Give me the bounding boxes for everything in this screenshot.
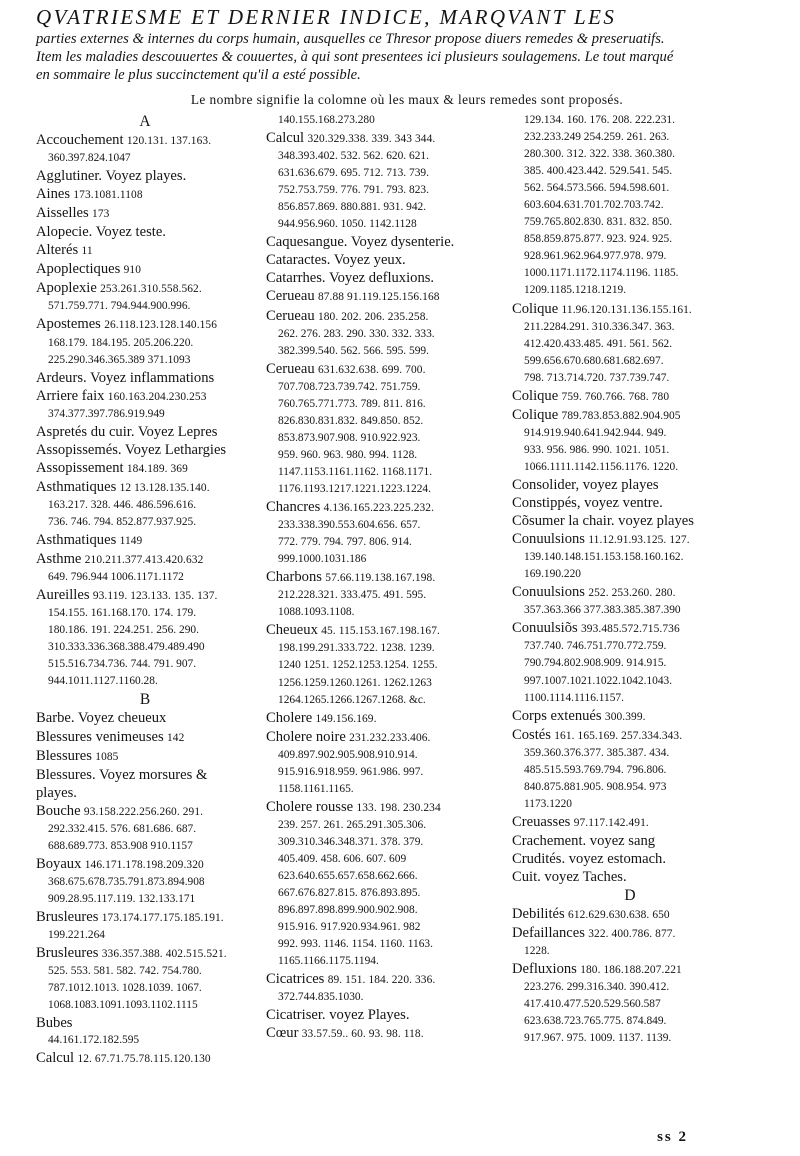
entry-numbers: 160.163.204.230.253: [107, 390, 207, 403]
index-column-1: [36, 112, 254, 1068]
entry-term: Blessures. Voyez morsures &: [36, 766, 208, 783]
index-entry: [266, 798, 500, 970]
entry-continuation: 1256.1259.1260.1261. 1262.1263: [278, 676, 432, 689]
entry-numbers: 97.117.142.491.: [573, 816, 649, 829]
entry-continuation: 374.377.397.786.919.949: [48, 407, 165, 420]
entry-continuation: 1165.1166.1175.1194.: [278, 955, 379, 968]
entry-term: Arriere faix: [36, 387, 105, 404]
index-entry: [36, 315, 254, 368]
index-entry: [512, 960, 748, 1047]
entry-continuation: 909.28.95.117.119. 132.133.171: [48, 892, 196, 905]
entry-term: Chancres: [266, 499, 321, 516]
entry-continuation: 385. 400.423.442. 529.541. 545.: [524, 165, 673, 178]
entry-term: Asthme: [36, 551, 82, 568]
entry-continuation: 232.233.249 254.259. 261. 263.: [524, 131, 670, 144]
index-entry: [512, 387, 748, 406]
entry-term: Charbons: [266, 569, 322, 586]
entry-numbers: 173.1081.1108: [73, 189, 143, 202]
index-column-3: [512, 112, 748, 1068]
entry-term: Conuulsions: [512, 531, 585, 548]
entry-term: Costés: [512, 726, 551, 743]
index-entry: [36, 1049, 254, 1068]
index-entry: [512, 112, 748, 300]
entry-term: Bubes: [36, 1015, 73, 1032]
entry-term: Colique: [512, 406, 559, 423]
entry-numbers: 336.357.388. 402.515.521.: [101, 948, 227, 961]
entry-continuation: 840.875.881.905. 908.954. 973: [524, 780, 667, 793]
entry-continuation: 223.276. 299.316.340. 390.412.: [524, 981, 670, 994]
entry-continuation: 798. 713.714.720. 737.739.747.: [524, 371, 670, 384]
title-line-3: Item les maladies descouuertes & couuertes, à qui sont presentees ici plusieurs soulagemens. Le tout marqué: [36, 49, 674, 65]
entry-numbers: 11.12.91.93.125. 127.: [588, 534, 690, 547]
entry-continuation: 1158.1161.1165.: [278, 782, 354, 795]
index-entry: [266, 1024, 500, 1043]
entry-continuation: 309.310.346.348.371. 378. 379.: [278, 835, 424, 848]
index-entry: [266, 251, 500, 269]
entry-numbers: 120.131. 137.163.: [126, 135, 212, 147]
index-entry: [512, 813, 748, 832]
entry-term: Consolider, voyez playes: [512, 476, 659, 493]
entry-numbers: 1085: [95, 750, 119, 763]
index-entry: [36, 387, 254, 423]
index-entry: [266, 129, 500, 233]
index-entry: [266, 621, 500, 708]
entry-term: Conuulsiõs: [512, 620, 578, 637]
index-entry: [36, 185, 254, 204]
entry-numbers: 133. 198. 230.234: [356, 801, 441, 814]
entry-term: Calcul: [266, 130, 305, 147]
entry-continuation: 1147.1153.1161.1162. 1168.1171.: [278, 465, 433, 478]
entry-continuation: 599.656.670.680.681.682.697.: [524, 354, 664, 367]
entry-numbers: 26.118.123.128.140.156: [104, 319, 218, 332]
entry-continuation: 129.134. 160. 176. 208. 222.231.: [524, 114, 675, 126]
entry-numbers: 4.136.165.223.225.232.: [323, 502, 435, 515]
entry-continuation: 933. 956. 986. 990. 1021. 1051.: [524, 443, 670, 456]
entry-term: Defaillances: [512, 925, 585, 942]
entry-continuation: 759.765.802.830. 831. 832. 850.: [524, 216, 673, 229]
entry-continuation: 360.397.824.1047: [48, 152, 131, 165]
entry-term: Ardeurs. Voyez inflammations: [36, 369, 215, 386]
entry-numbers: 142: [167, 731, 185, 744]
entry-continuation: 1100.1114.1116.1157.: [524, 691, 624, 704]
index-entry: [266, 360, 500, 498]
entry-term: Cataractes. Voyez yeux.: [266, 252, 406, 269]
entry-continuation: 169.190.220: [524, 568, 581, 581]
entry-continuation: 631.636.679. 695. 712. 713. 739.: [278, 167, 429, 180]
entry-continuation: 571.759.771. 794.944.900.996.: [48, 300, 191, 313]
entry-continuation: 649. 796.944 1006.1171.1172: [48, 571, 184, 584]
entry-numbers: 11.96.120.131.136.155.161.: [561, 303, 692, 316]
entry-term: Asthmatiques: [36, 478, 117, 495]
entry-term: Cerueau: [266, 288, 315, 305]
entry-continuation: 787.1012.1013. 1028.1039. 1067.: [48, 982, 202, 995]
entry-continuation: 239. 257. 261. 265.291.305.306.: [278, 818, 427, 831]
entry-term: Bouche: [36, 802, 81, 819]
entry-continuation: 1066.1111.1142.1156.1176. 1220.: [524, 460, 679, 473]
entry-continuation: 515.516.734.736. 744. 791. 907.: [48, 658, 197, 671]
entry-term: Colique: [512, 300, 559, 317]
entry-continuation: 667.676.827.815. 876.893.895.: [278, 887, 421, 900]
entry-term: Cholere noire: [266, 728, 346, 745]
index-entry: [36, 586, 254, 690]
entry-term: Aspretés du cuir. Voyez Lepres: [36, 423, 218, 440]
signature-mark: ss 2: [657, 1129, 688, 1145]
entry-term: Boyaux: [36, 855, 82, 872]
index-entry: [36, 423, 254, 441]
entry-term: Assopissemés. Voyez Lethargies: [36, 441, 227, 458]
entry-term: Cholere: [266, 709, 313, 726]
entry-term: Cicatriser. voyez Playes.: [266, 1007, 410, 1024]
index-entry: [36, 223, 254, 241]
entry-numbers: 89. 151. 184. 220. 336.: [327, 974, 436, 987]
entry-numbers: 300.399.: [604, 710, 646, 723]
entry-continuation: 180.186. 191. 224.251. 256. 290.: [48, 624, 199, 637]
entry-term: Aureilles: [36, 587, 90, 604]
entry-term: Cheueux: [266, 622, 318, 639]
entry-term: Catarrhes. Voyez defluxions.: [266, 270, 435, 287]
index-entry: [36, 855, 254, 908]
entry-continuation: 915.916.918.959. 961.986. 997.: [278, 765, 424, 778]
entry-continuation: 139.140.148.151.153.158.160.162.: [524, 551, 684, 564]
entry-term: Constippés, voyez ventre.: [512, 495, 663, 512]
entry-continuation: 292.332.415. 576. 681.686. 687.: [48, 822, 197, 835]
index-entry: [512, 300, 748, 387]
entry-continuation: 405.409. 458. 606. 607. 609: [278, 852, 407, 865]
entry-continuation: 896.897.898.899.900.902.908.: [278, 904, 418, 917]
index-entry: [512, 530, 748, 583]
entry-term: Cõsumer la chair. voyez playes: [512, 513, 694, 530]
entry-continuation: 140.155.168.273.280: [278, 114, 375, 126]
entry-term: Apoplexie: [36, 280, 97, 297]
title-line-4: en sommaire le plus succinctement qu'il a esté possible.: [36, 67, 361, 83]
entry-continuation: 154.155. 161.168.170. 174. 179.: [48, 607, 197, 620]
entry-continuation: 199.221.264: [48, 929, 105, 942]
index-entry: [266, 112, 500, 129]
entry-continuation: 1176.1193.1217.1221.1223.1224.: [278, 482, 431, 495]
index-columns: [36, 112, 778, 1068]
index-entry: [36, 766, 254, 784]
entry-numbers: 253.261.310.558.562.: [100, 283, 202, 296]
index-entry: [512, 406, 748, 476]
entry-numbers: 57.66.119.138.167.198.: [325, 572, 436, 585]
entry-continuation: 853.873.907.908. 910.922.923.: [278, 431, 421, 444]
index-entry: [36, 241, 254, 260]
entry-term: Corps extenués: [512, 707, 602, 724]
index-entry: [36, 747, 254, 766]
index-entry: [36, 260, 254, 279]
entry-numbers: 910: [123, 264, 142, 277]
entry-continuation: 992. 993. 1146. 1154. 1160. 1163.: [278, 938, 433, 951]
entry-term: Blessures venimeuses: [36, 728, 164, 745]
index-entry: [512, 512, 748, 530]
entry-term: Apostemes: [36, 316, 101, 333]
entry-term: Conuulsions: [512, 584, 585, 601]
entry-continuation: 914.919.940.641.942.944. 949.: [524, 426, 667, 439]
entry-numbers: 252. 253.260. 280.: [588, 587, 676, 600]
entry-term: Agglutiner. Voyez playes.: [36, 168, 187, 185]
entry-continuation: 562. 564.573.566. 594.598.601.: [524, 182, 670, 195]
index-entry: [512, 868, 748, 886]
entry-term: Aisselles: [36, 205, 89, 222]
entry-continuation: 44.161.172.182.595: [48, 1034, 140, 1047]
entry-numbers: 180. 186.188.207.221: [580, 964, 682, 977]
entry-numbers: 759. 760.766. 768. 780: [561, 390, 670, 403]
index-entry: [266, 1006, 500, 1024]
entry-continuation: 409.897.902.905.908.910.914.: [278, 748, 418, 761]
entry-numbers: 93.119. 123.133. 135. 137.: [92, 590, 218, 603]
entry-numbers: 210.211.377.413.420.632: [84, 554, 204, 567]
entry-continuation: 928.961.962.964.977.978. 979.: [524, 250, 667, 263]
index-entry: [512, 726, 748, 813]
index-entry: [36, 728, 254, 747]
entry-term: Colique: [512, 387, 559, 404]
entry-continuation: 752.753.759. 776. 791. 793. 823.: [278, 184, 429, 197]
index-entry: [266, 269, 500, 287]
entry-numbers: 180. 202. 206. 235.258.: [317, 310, 429, 323]
entry-term: Asthmatiques: [36, 532, 117, 549]
index-entry: [512, 707, 748, 726]
index-entry: [36, 784, 254, 802]
entry-numbers: 11: [81, 245, 93, 258]
entry-continuation: 603.604.631.701.702.703.742.: [524, 199, 664, 212]
index-entry: [36, 709, 254, 727]
index-entry: [36, 441, 254, 459]
page-title: QVATRIESME ET DERNIER INDICE, MARQVANT LES: [36, 5, 617, 29]
entry-continuation: 525. 553. 581. 582. 742. 754.780.: [48, 965, 202, 978]
entry-continuation: 623.640.655.657.658.662.666.: [278, 870, 418, 883]
entry-continuation: 737.740. 746.751.770.772.759.: [524, 640, 667, 653]
entry-continuation: 707.708.723.739.742. 751.759.: [278, 380, 421, 393]
entry-numbers: 320.329.338. 339. 343 344.: [307, 133, 436, 146]
index-entry: [266, 307, 500, 360]
entry-numbers: 93.158.222.256.260. 291.: [83, 805, 204, 818]
section-letter: B: [139, 691, 151, 709]
entry-term: Alterés: [36, 242, 79, 259]
index-column-2: [266, 112, 500, 1068]
entry-continuation: 1173.1220: [524, 797, 572, 810]
index-entry: [512, 619, 748, 706]
entry-numbers: 87.88 91.119.125.156.168: [317, 291, 440, 304]
index-entry: [36, 459, 254, 478]
entry-continuation: 944.956.960. 1050. 1142.1128: [278, 218, 417, 231]
index-entry: [266, 970, 500, 1006]
entry-continuation: 417.410.477.520.529.560.587: [524, 998, 661, 1011]
entry-continuation: 211.2284.291. 310.336.347. 363.: [524, 320, 675, 333]
entry-continuation: 917.967. 975. 1009. 1137. 1139.: [524, 1032, 672, 1045]
entry-term: Accouchement: [36, 132, 124, 148]
entry-continuation: 915.916. 917.920.934.961. 982: [278, 921, 421, 934]
index-entry: [36, 279, 254, 315]
index-entry: [266, 233, 500, 251]
entry-continuation: 368.675.678.735.791.873.894.908: [48, 875, 205, 888]
entry-continuation: 357.363.366 377.383.385.387.390: [524, 604, 681, 617]
entry-continuation: 997.1007.1021.1022.1042.1043.: [524, 674, 673, 687]
entry-numbers: 231.232.233.406.: [349, 731, 431, 744]
entry-continuation: 1240 1251. 1252.1253.1254. 1255.: [278, 659, 438, 672]
index-entry: [512, 924, 748, 960]
entry-numbers: 173: [92, 208, 110, 221]
entry-continuation: 412.420.433.485. 491. 561. 562.: [524, 337, 673, 350]
section-letter: D: [624, 887, 636, 905]
index-entry: [36, 550, 254, 586]
entry-continuation: 1209.1185.1218.1219.: [524, 284, 627, 297]
index-entry: [36, 944, 254, 1014]
entry-numbers: 789.783.853.882.904.905: [561, 409, 681, 422]
entry-continuation: 760.765.771.773. 789. 811. 816.: [278, 397, 426, 410]
index-entry: [36, 1014, 254, 1049]
entry-term: Brusleures: [36, 908, 99, 925]
entry-term: Crachement. voyez sang: [512, 832, 656, 849]
entry-term: Cerueau: [266, 307, 315, 324]
entry-continuation: 790.794.802.908.909. 914.915.: [524, 657, 667, 670]
title-line-2: parties externes & internes du corps humain, ausquelles ce Thresor propose diuers remedes & preseruatifs.: [36, 31, 665, 47]
entry-continuation: 826.830.831.832. 849.850. 852.: [278, 414, 424, 427]
entry-numbers: 146.171.178.198.209.320: [84, 858, 204, 871]
entry-continuation: 772. 779. 794. 797. 806. 914.: [278, 536, 412, 549]
entry-numbers: 612.629.630.638. 650: [568, 909, 670, 922]
entry-continuation: 163.217. 328. 446. 486.596.616.: [48, 498, 197, 511]
entry-numbers: 12. 67.71.75.78.115.120.130: [77, 1053, 211, 1066]
entry-continuation: 856.857.869. 880.881. 931. 942.: [278, 201, 427, 214]
index-entry: [36, 131, 254, 167]
entry-term: Creuasses: [512, 813, 571, 830]
index-entry: [512, 850, 748, 868]
title-block: [36, 4, 778, 84]
index-entry: [36, 204, 254, 223]
entry-continuation: 348.393.402. 532. 562. 620. 621.: [278, 150, 429, 163]
entry-continuation: 233.338.390.553.604.656. 657.: [278, 519, 421, 532]
index-entry: [266, 568, 500, 621]
entry-numbers: 33.57.59.. 60. 93. 98. 118.: [301, 1028, 424, 1041]
entry-term: Aines: [36, 186, 71, 203]
index-entry: [512, 494, 748, 512]
entry-term: Cicatrices: [266, 971, 325, 988]
entry-term: Barbe. Voyez cheueux: [36, 710, 167, 727]
index-entry: [266, 498, 500, 568]
entry-term: Crudités. voyez estomach.: [512, 850, 667, 867]
entry-term: Defluxions: [512, 961, 577, 978]
index-entry: [512, 583, 748, 619]
index-entry: [36, 167, 254, 185]
entry-continuation: 359.360.376.377. 385.387. 434.: [524, 746, 670, 759]
entry-numbers: 322. 400.786. 877.: [588, 928, 676, 941]
entry-term: Cuit. voyez Taches.: [512, 869, 627, 886]
index-entry: [512, 832, 748, 850]
index-entry: [36, 802, 254, 855]
entry-term: playes.: [36, 784, 77, 801]
index-entry: [36, 369, 254, 387]
entry-continuation: 999.1000.1031.186: [278, 553, 367, 566]
index-entry: [36, 908, 254, 944]
section-letter: A: [139, 113, 151, 130]
entry-continuation: 1228.: [524, 945, 550, 958]
entry-term: Apoplectiques: [36, 261, 121, 278]
entry-numbers: 12 13.128.135.140.: [119, 481, 210, 494]
entry-continuation: 1264.1265.1266.1267.1268. &c.: [278, 693, 426, 706]
entry-continuation: 168.179. 184.195. 205.206.220.: [48, 336, 194, 349]
entry-term: Assopissement: [36, 459, 124, 476]
entry-term: Caquesangue. Voyez dysenterie.: [266, 234, 455, 251]
entry-continuation: 858.859.875.877. 923. 924. 925.: [524, 233, 673, 246]
entry-continuation: 736. 746. 794. 852.877.937.925.: [48, 515, 197, 528]
entry-numbers: 173.174.177.175.185.191.: [101, 911, 224, 924]
entry-continuation: 262. 276. 283. 290. 330. 332. 333.: [278, 327, 435, 340]
entry-continuation: 1068.1083.1091.1093.1102.1115: [48, 999, 198, 1012]
entry-continuation: 944.1011.1127.1160.28.: [48, 675, 158, 688]
entry-continuation: 372.744.835.1030.: [278, 991, 364, 1004]
entry-term: Brusleures: [36, 945, 99, 962]
entry-continuation: 280.300. 312. 322. 338. 360.380.: [524, 148, 675, 161]
entry-term: Blessures: [36, 747, 92, 764]
entry-numbers: 393.485.572.715.736: [581, 623, 680, 636]
entry-continuation: 212.228.321. 333.475. 491. 595.: [278, 589, 427, 602]
index-entry: [266, 287, 500, 306]
page-subtitle: Le nombre signifie la colomne où les maux & leurs remedes sont proposés.: [190, 92, 624, 107]
entry-numbers: 1149: [119, 535, 143, 548]
entry-numbers: 631.632.638. 699. 700.: [317, 363, 426, 376]
entry-term: Debilités: [512, 906, 565, 923]
entry-continuation: 688.689.773. 853.908 910.1157: [48, 839, 193, 852]
index-entry: [512, 476, 748, 494]
entry-numbers: 45. 115.153.167.198.167.: [321, 625, 440, 638]
entry-numbers: 161. 165.169. 257.334.343.: [554, 729, 683, 742]
entry-term: Cholere rousse: [266, 798, 354, 815]
entry-numbers: 184.189. 369: [126, 462, 188, 475]
entry-continuation: 485.515.593.769.794. 796.806.: [524, 763, 667, 776]
entry-term: Calcul: [36, 1050, 75, 1067]
entry-term: Alopecie. Voyez teste.: [36, 224, 166, 241]
entry-continuation: 198.199.291.333.722. 1238. 1239.: [278, 642, 435, 655]
index-entry: [512, 905, 748, 924]
entry-term: Cœur: [266, 1025, 299, 1042]
entry-continuation: 959. 960. 963. 980. 994. 1128.: [278, 448, 418, 461]
entry-term: Cerueau: [266, 360, 315, 377]
entry-continuation: 382.399.540. 562. 566. 595. 599.: [278, 344, 429, 357]
entry-continuation: 1000.1171.1172.1174.1196. 1185.: [524, 267, 679, 280]
entry-continuation: 1088.1093.1108.: [278, 606, 355, 619]
index-entry: [36, 478, 254, 531]
index-entry: [266, 728, 500, 798]
index-entry: [36, 531, 254, 550]
index-entry: [266, 709, 500, 728]
entry-continuation: 623.638.723.765.775. 874.849.: [524, 1015, 667, 1028]
entry-numbers: 149.156.169.: [315, 712, 377, 725]
entry-continuation: 310.333.336.368.388.479.489.490: [48, 641, 205, 654]
entry-continuation: 225.290.346.365.389 371.1093: [48, 353, 191, 366]
